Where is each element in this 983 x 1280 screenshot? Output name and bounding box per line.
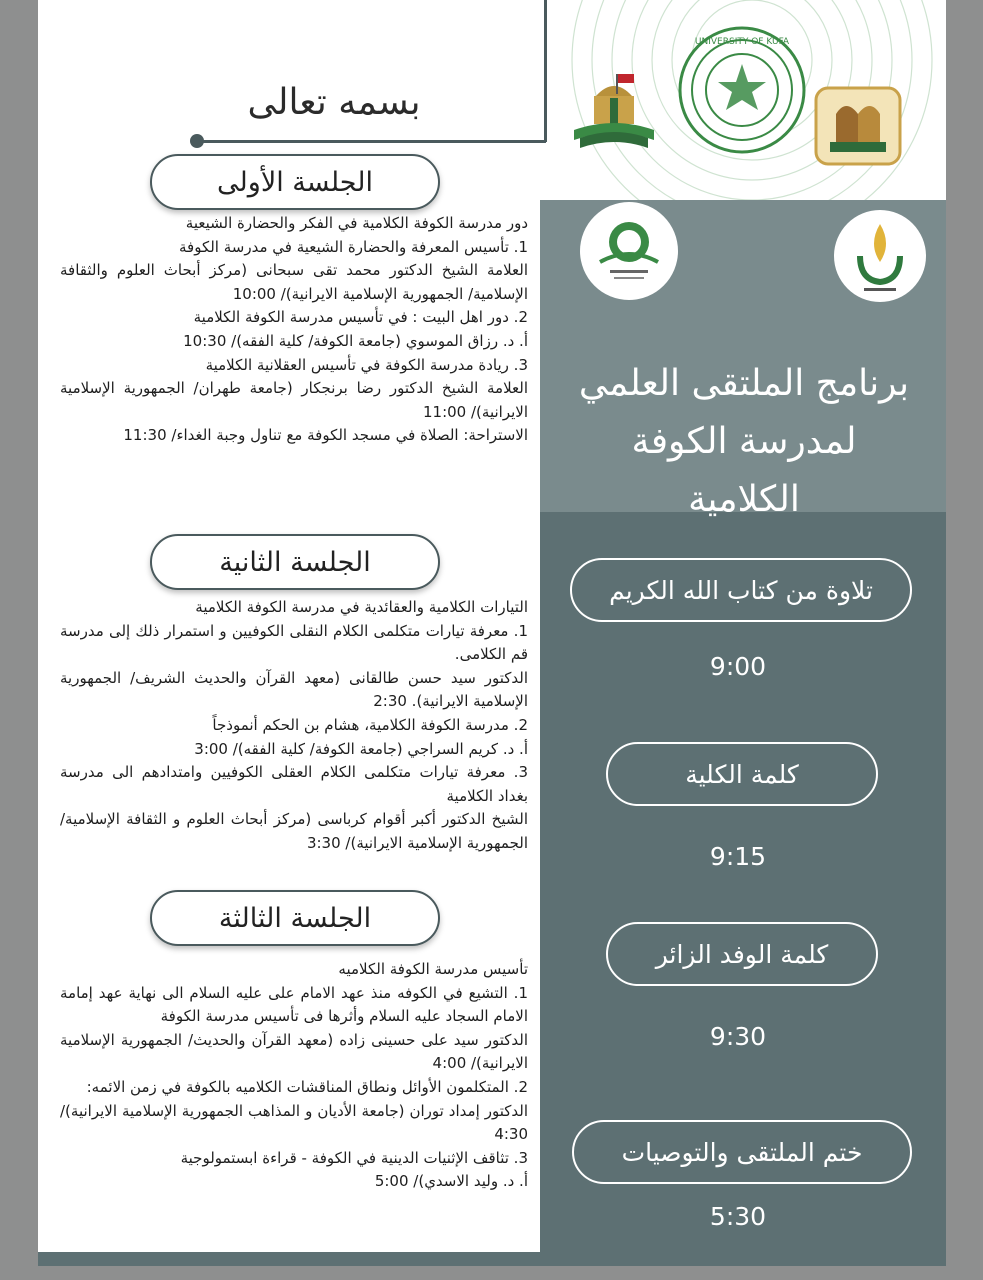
session-line: 2. مدرسة الكوفة الكلامية، هشام بن الحكم أنموذجاً xyxy=(212,715,528,734)
session-3-title xyxy=(150,890,440,946)
svg-text:UNIVERSITY OF KUFA: UNIVERSITY OF KUFA xyxy=(694,37,790,47)
program-item-faculty-speech xyxy=(606,742,878,806)
program-item-delegation-speech xyxy=(606,922,878,986)
session-line: 2. دور اهل البيت : في تأسيس مدرسة الكوفة الكلامية xyxy=(193,308,528,327)
session-title-text: الجلسة الأولى xyxy=(217,166,373,198)
program-item-label: تلاوة من كتاب الله الكريم xyxy=(609,575,873,605)
session-line: 3. تثاقف الإثنيات الدينية في الكوفة - قراءة ابستمولوجية xyxy=(180,1148,528,1167)
program-item-closing xyxy=(572,1120,912,1184)
bottom-strip xyxy=(38,1252,946,1266)
event-title-line3: الكلامية xyxy=(688,479,800,520)
session-3-body xyxy=(60,958,528,1194)
program-item-label: كلمة الوفد الزائر xyxy=(655,939,829,969)
session-2-body xyxy=(60,596,528,856)
quran-hadith-institute-icon xyxy=(580,202,678,300)
program-time: 9:15 xyxy=(709,842,767,871)
program-time: 9:00 xyxy=(709,652,767,681)
university-seal xyxy=(678,26,806,154)
session-line: الاستراحة: الصلاة في مسجد الكوفة مع تناول وجبة الغداء/ 11:30 xyxy=(123,426,528,445)
session-line: أ. د. رزاق الموسوي (جامعة الكوفة/ كلية الفقه)/ 10:30 xyxy=(183,331,528,350)
bismillah-heading: بسمه تعالى xyxy=(247,82,421,123)
session-line: دور مدرسة الكوفة الكلامية في الفكر والحضارة الشيعية xyxy=(185,214,528,232)
divider-dot xyxy=(190,134,204,148)
session-line: الدكتور سيد حسن طالقانى (معهد القرآن والحديث الشريف/ الجمهورية الإسلامية الايرانية). 2:30 xyxy=(60,668,528,711)
event-title-line2: لمدرسة الكوفة xyxy=(631,421,857,462)
session-title-text: الجلسة الثانية xyxy=(219,546,371,578)
session-line: العلامة الشيخ الدكتور محمد تقى سبحانى (مركز أبحاث العلوم والثقافة الإسلامية/ الجمهورية الإسلامية الايرانية)/ 10:00 xyxy=(60,261,528,303)
session-line: 1. التشيع في الكوفه منذ عهد الامام على عليه السلام الى نهاية عهد إمامة الامام السجاد عليه السلام وأثرها فى تأسيس مدرسة الكوفة xyxy=(60,983,528,1026)
hawza-logo xyxy=(566,68,662,164)
header-vertical-divider xyxy=(544,0,547,142)
alkafeel-icon xyxy=(834,210,926,302)
session-1-title xyxy=(150,154,440,210)
session-line: الشيخ الدكتور أكبر أقوام كرباسى (مركز أبحاث العلوم و الثقافة الإسلامية/ الجمهورية الإسلامية الايرانية)/ 3:30 xyxy=(60,810,528,852)
session-line: الدكتور إمداد توران (جامعة الأديان و المذاهب الجمهورية الإسلامية الايرانية)/ 4:30 xyxy=(60,1101,528,1144)
session-line: أ. د. كريم السراجي (جامعة الكوفة/ كلية الفقه)/ 3:00 xyxy=(194,739,528,758)
session-line: 3. ريادة مدرسة الكوفة في تأسيس العقلانية الكلامية xyxy=(205,355,528,374)
faculty-logo xyxy=(812,84,904,168)
partner-logo-right xyxy=(834,210,926,302)
session-line: أ. د. وليد الاسدي)/ 5:00 xyxy=(374,1172,528,1191)
program-item-label: كلمة الكلية xyxy=(685,759,799,789)
event-title xyxy=(558,355,930,529)
program-item-label: ختم الملتقى والتوصيات xyxy=(621,1137,863,1167)
partner-logo-left xyxy=(580,202,678,300)
session-line: 1. معرفة تيارات متكلمى الكلام النقلى الكوفيين و استمرار ذلك إلى مدرسة قم الكلامى. xyxy=(60,621,528,664)
program-time: 5:30 xyxy=(709,1202,767,1231)
session-title-text: الجلسة الثالثة xyxy=(218,902,372,934)
program-item-quran xyxy=(570,558,912,622)
session-line: 1. تأسيس المعرفة والحضارة الشيعية في مدرسة الكوفة xyxy=(178,237,528,256)
session-line: 3. معرفة تيارات متكلمى الكلام العقلى الكوفيين وامتدادهم الى مدرسة بغداد الكلامية xyxy=(60,763,528,805)
session-line: 2. المتكلمون الأوائل ونطاق المناقشات الكلاميه بالكوفة في زمن الائمه: xyxy=(86,1077,528,1096)
event-title-line1: برنامج الملتقى العلمي xyxy=(578,363,910,404)
program-time: 9:30 xyxy=(709,1022,767,1051)
poster xyxy=(38,0,946,1266)
session-line: تأسيس مدرسة الكوفة الكلاميه xyxy=(338,960,528,978)
session-line: العلامة الشيخ الدكتور رضا برنجكار (جامعة طهران/ الجمهورية الإسلامية الايرانية)/ 11:00 xyxy=(60,379,528,421)
header-divider xyxy=(196,140,546,143)
session-line: التيارات الكلامية والعقائدية في مدرسة الكوفة الكلامية xyxy=(195,598,528,616)
session-line: الدكتور سيد على حسينى زاده (معهد القرآن والحديث/ الجمهورية الإسلامية الايرانية)/ 4:00 xyxy=(60,1030,528,1073)
session-1-body xyxy=(60,212,528,448)
session-2-title xyxy=(150,534,440,590)
